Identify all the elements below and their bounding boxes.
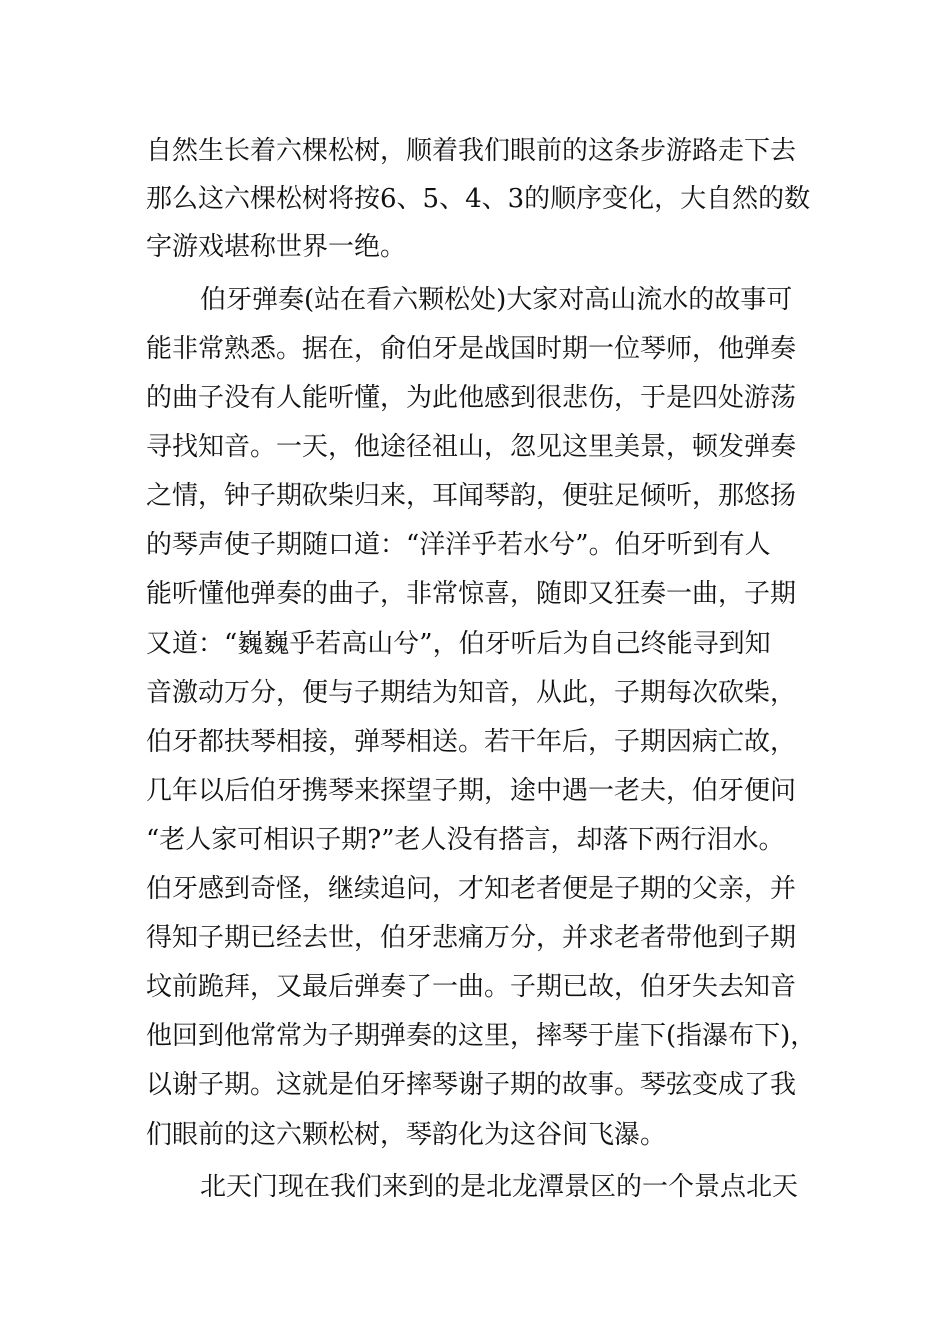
text-line: 那么这六棵松树将按6、5、4、3的顺序变化，大自然的数: [146, 184, 811, 214]
text-line: 又道：“巍巍乎若高山兮”，伯牙听后为自己终能寻到知: [146, 629, 771, 659]
text-line: 他回到他常常为子期弹奏的这里，摔琴于崖下(指瀑布下)，: [146, 1021, 817, 1051]
text-line: 坟前跪拜，又最后弹奏了一曲。子期已故，伯牙失去知音: [146, 972, 797, 1002]
text-line: 能听懂他弹奏的曲子，非常惊喜，随即又狂奏一曲，子期: [146, 579, 797, 609]
text-line: 几年以后伯牙携琴来探望子期，途中遇一老夫，伯牙便问: [146, 776, 797, 806]
text-line: “老人家可相识子期?”老人没有搭言，却落下两行泪水。: [146, 825, 785, 855]
text-line: 音激动万分，便与子期结为知音，从此，子期每次砍柴，: [146, 678, 797, 708]
paragraph-first-line: 伯牙弹奏(站在看六颗松处)大家对高山流水的故事可: [200, 285, 793, 315]
text-line: 的曲子没有人能听懂，为此他感到很悲伤，于是四处游荡: [146, 383, 797, 413]
paragraph-first-line: 北天门现在我们来到的是北龙潭景区的一个景点北天: [200, 1172, 799, 1202]
text-line: 们眼前的这六颗松树，琴韵化为这谷间飞瀑。: [146, 1120, 667, 1150]
text-line: 能非常熟悉。据在，俞伯牙是战国时期一位琴师，他弹奏: [146, 334, 797, 364]
text-line: 以谢子期。这就是伯牙摔琴谢子期的故事。琴弦变成了我: [146, 1070, 797, 1100]
text-line: 自然生长着六棵松树，顺着我们眼前的这条步游路走下去: [146, 136, 797, 166]
text-line: 伯牙都扶琴相接，弹琴相送。若干年后，子期因病亡故，: [146, 727, 797, 757]
text-line: 得知子期已经去世，伯牙悲痛万分，并求老者带他到子期: [146, 923, 797, 953]
text-line: 字游戏堪称世界一绝。: [146, 232, 407, 262]
text-line: 伯牙感到奇怪，继续追问，才知老者便是子期的父亲，并: [146, 874, 797, 904]
text-line: 寻找知音。一天，他途径祖山，忽见这里美景，顿发弹奏: [146, 432, 797, 462]
text-line: 的琴声使子期随口道：“洋洋乎若水兮”。伯牙听到有人: [146, 530, 771, 560]
text-line: 之情，钟子期砍柴归来，耳闻琴韵，便驻足倾听，那悠扬: [146, 481, 797, 511]
